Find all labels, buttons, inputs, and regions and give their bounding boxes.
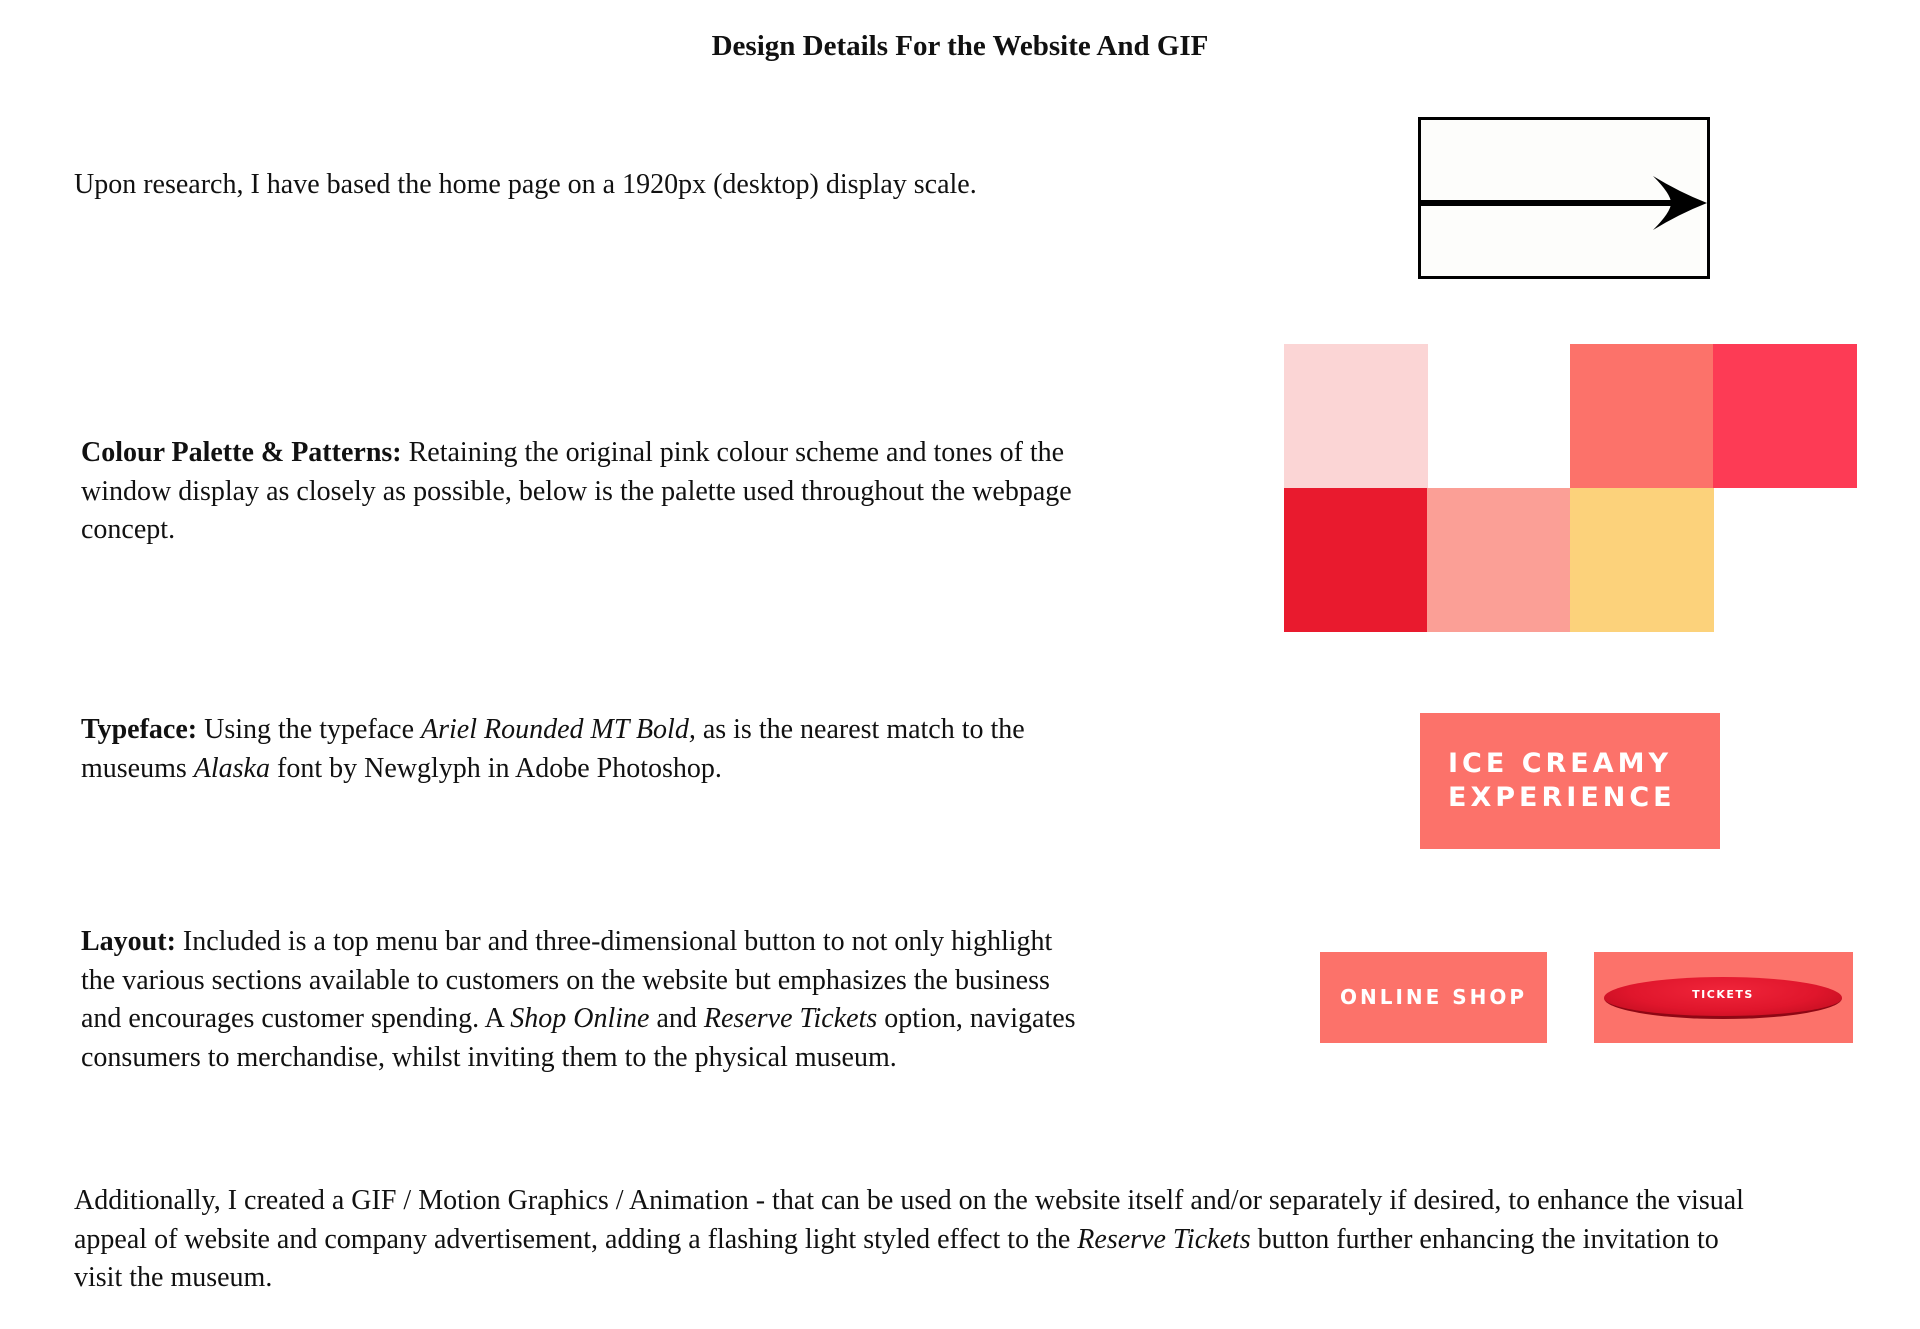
intro-text: Upon research, I have based the home page on a 1920px (desktop) display scale. <box>74 169 977 200</box>
colour-line-2: window display as closely as possible, below is the palette used throughout the webpage <box>81 475 1072 507</box>
layout-text: the various sections available to customers on the website but emphasizes the business <box>81 964 1050 996</box>
layout-text: and <box>649 1003 704 1034</box>
typeface-text: museums <box>81 752 194 784</box>
typeface-font-name: Ariel Rounded MT Bold, <box>421 714 696 745</box>
type-sample-line-2: EXPERIENCE <box>1448 782 1676 813</box>
typeface-text: Using the typeface <box>197 714 422 745</box>
typeface-heading: Typeface: <box>81 714 198 745</box>
layout-paragraph <box>81 923 1076 1077</box>
layout-heading: Layout: <box>81 926 176 957</box>
online-shop-button[interactable]: ONLINE SHOP <box>1320 952 1547 1043</box>
layout-text: and encourages customer spending. A <box>81 1003 511 1034</box>
swatch-salmon <box>1427 488 1571 632</box>
swatch-light-pink <box>1284 344 1428 488</box>
colour-palette-paragraph <box>81 434 1072 550</box>
layout-text: option, navigates <box>877 1003 1076 1034</box>
display-scale-diagram <box>1418 117 1710 279</box>
swatch-coral <box>1570 344 1714 488</box>
colour-line-1: Retaining the original pink colour scheme and tones of the <box>401 437 1065 468</box>
swatch-hot-pink <box>1713 344 1857 488</box>
layout-text: Included is a top menu bar and three-dimensional button to not only highlight <box>175 926 1053 957</box>
swatch-red <box>1284 488 1428 632</box>
additional-text: button further enhancing the invitation to <box>1250 1223 1719 1255</box>
type-sample-line-1: ICE CREAMY <box>1448 748 1673 779</box>
typeface-alaska: Alaska <box>193 752 270 784</box>
additional-text: visit the museum. <box>74 1262 273 1293</box>
additional-reserve-tickets: Reserve Tickets <box>1077 1223 1251 1255</box>
page-title: Design Details For the Website And GIF <box>711 30 1209 62</box>
additional-text: appeal of website and company advertisement, adding a flashing light styled effect to the <box>74 1223 1078 1255</box>
colour-heading: Colour Palette & Patterns: <box>81 437 402 468</box>
typeface-paragraph <box>81 711 1025 788</box>
typeface-text: as is the nearest match to the <box>695 714 1025 745</box>
additional-text: Additionally, I created a GIF / Motion Graphics / Animation - that can be used on the website itself and/or separately if desired, to enhance the visual <box>74 1185 1744 1216</box>
layout-reserve-tickets: Reserve Tickets <box>703 1003 878 1034</box>
typeface-text: font by Newglyph in Adobe Photoshop. <box>270 752 722 784</box>
right-arrow-icon <box>1421 120 1707 276</box>
swatch-peach <box>1570 488 1714 632</box>
layout-shop-online: Shop Online <box>510 1003 650 1034</box>
layout-text: consumers to merchandise, whilst inviting them to the physical museum. <box>81 1041 897 1073</box>
colour-line-3: concept. <box>81 514 176 545</box>
additional-paragraph <box>74 1182 1744 1298</box>
typeface-sample <box>1420 713 1720 849</box>
tickets-button[interactable]: TICKETS <box>1604 977 1842 1019</box>
tickets-button-panel <box>1594 952 1853 1043</box>
